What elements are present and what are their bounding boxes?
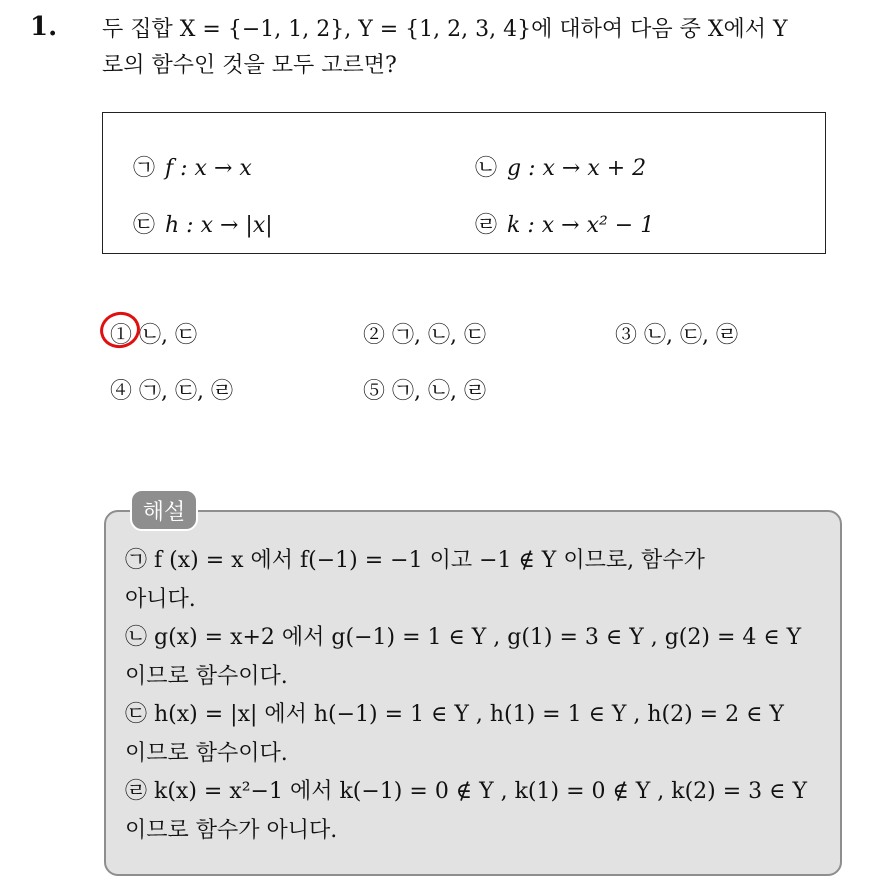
solution-line: 이므로 함수이다. [125, 663, 288, 689]
choice-1[interactable]: ① ㉡, ㉢ [110, 323, 197, 348]
item-mark: ㉠ [133, 156, 156, 181]
conditions-box [102, 112, 826, 254]
choice-2[interactable]: ② ㉠, ㉡, ㉢ [363, 323, 486, 348]
solution-line: ㉢ h(x) = |x| 에서 h(−1) = 1 ∈ Y , h(1) = 1 ∈ Y , h(2) = 2 ∈ Y [125, 702, 784, 727]
solution-line: ㉠ f (x) = x 에서 f(−1) = −1 이고 −1 ∉ Y 이므로, 함수가 [125, 548, 705, 573]
item-mark: ㉢ [133, 213, 156, 238]
question-line-2: 로의 함수인 것을 모두 고르면? [102, 53, 397, 78]
solution-line: 이므로 함수가 아니다. [125, 817, 338, 843]
item-text: g : x → x + 2 [507, 156, 647, 181]
choice-5[interactable]: ⑤ ㉠, ㉡, ㉣ [363, 379, 486, 404]
solution-text [125, 542, 825, 850]
choice-4[interactable]: ④ ㉠, ㉢, ㉣ [110, 379, 233, 404]
item-text: f : x → x [165, 156, 252, 181]
question-line-1: 두 집합 X = {−1, 1, 2}, Y = {1, 2, 3, 4}에 대하여 다음 중 X에서 Y [102, 17, 788, 42]
item-mark: ㉡ [475, 156, 498, 181]
solution-tab: 해설 [130, 489, 198, 531]
solution-line: ㉣ k(x) = x²−1 에서 k(−1) = 0 ∉ Y , k(1) = 0 ∉ Y , k(2) = 3 ∈ Y [125, 779, 807, 804]
solution-line: 이므로 함수이다. [125, 740, 288, 766]
box-item-3 [133, 208, 273, 239]
solution-line: ㉡ g(x) = x+2 에서 g(−1) = 1 ∈ Y , g(1) = 3 ∈ Y , g(2) = 4 ∈ Y [125, 625, 802, 650]
item-text: h : x → |x| [165, 213, 273, 238]
question-number: 1. [30, 12, 58, 42]
choice-3[interactable]: ③ ㉡, ㉢, ㉣ [615, 323, 738, 348]
box-item-1 [133, 151, 252, 182]
box-item-2 [475, 151, 646, 182]
question-text [102, 12, 862, 84]
solution-line: 아니다. [125, 586, 196, 612]
box-item-4 [475, 208, 654, 239]
item-mark: ㉣ [475, 213, 498, 238]
item-text: k : x → x² − 1 [507, 213, 655, 238]
